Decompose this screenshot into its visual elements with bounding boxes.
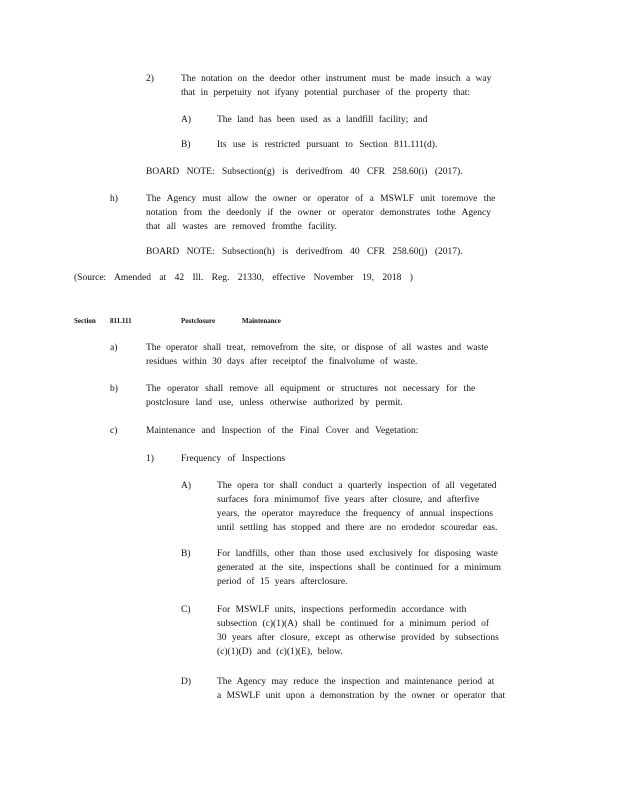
item-2-text (181, 72, 491, 100)
text-line: The notation on the deedor other instrument must be made insuch a way (181, 74, 492, 84)
item-b-text (146, 382, 475, 410)
item-label: B) (181, 140, 191, 150)
text-line: notation from the deedonly if the owner or operator demonstrates tothe Agency (146, 208, 492, 218)
text-line: The land has been used as a landfill facility; and (217, 115, 428, 125)
text-line: surfaces fora minimumof five years after closure, and afterfive (217, 495, 480, 505)
text-line: Maintenance and Inspection of the Final Cover and Vegetation: (146, 426, 419, 436)
text-line: The opera tor shall conduct a quarterly inspection of all vegetated (217, 481, 497, 491)
section-title: Maintenance (242, 317, 281, 325)
item-c-1-b-text (217, 547, 501, 589)
item-c-1-c-text (217, 603, 499, 659)
item-label: B) (181, 549, 191, 559)
item-2-a-text (217, 113, 427, 127)
text-line: The operator shall remove all equipment or structures not necessary for the (146, 384, 476, 394)
section-title: Postclosure (181, 317, 216, 325)
text-line: Its use is restricted pursuant to Section 811.111(d). (217, 140, 438, 150)
item-2-b-text (217, 138, 437, 152)
text-line: BOARD NOTE: Subsection(h) is derivedfrom 40 CFR 258.60(j) (2017). (146, 247, 463, 257)
text-line: BOARD NOTE: Subsection(g) is derivedfrom 40 CFR 258.60(i) (2017). (146, 167, 463, 177)
item-c-1-text (181, 452, 285, 466)
text-line: period of 15 years afterclosure. (217, 577, 348, 587)
text-line: until settling has stopped and there are no erodedor scouredar eas. (217, 523, 498, 533)
text-line: For MSWLF units, inspections performedin accordance with (217, 605, 467, 615)
item-c-text (146, 424, 418, 438)
board-note-g (146, 165, 463, 179)
item-a-text (146, 341, 488, 369)
text-line: postclosure land use, unless otherwise authorized by permit. (146, 398, 403, 408)
section-number: 811.111 (110, 317, 132, 325)
section-label: Section (74, 317, 96, 325)
item-label: C) (181, 605, 191, 615)
text-line: residues within 30 days after receiptof the finalvolume of waste. (146, 357, 418, 367)
text-line: (c)(1)(D) and (c)(1)(E), below. (217, 647, 343, 657)
text-line: For landfills, other than those used exclusively for disposing waste (217, 549, 498, 559)
item-label: A) (181, 481, 192, 491)
text-line: 30 years after closure, except as otherwise provided by subsections (217, 633, 499, 643)
text-line: that in perpetuity not ifyany potential purchaser of the property that: (181, 88, 471, 98)
item-label: a) (110, 343, 118, 353)
item-label: c) (110, 426, 118, 436)
item-label: b) (110, 384, 118, 394)
item-c-1-d-text (217, 675, 505, 703)
text-line: (Source: Amended at 42 Ill. Reg. 21330, effective November 19, 2018 ) (74, 273, 413, 283)
text-line: The operator shall treat, removefrom the site, or dispose of all wastes and waste (146, 343, 489, 353)
text-line: The Agency may reduce the inspection and maintenance period at (217, 677, 495, 687)
item-c-1-a-text (217, 479, 497, 535)
item-label: D) (181, 677, 192, 687)
board-note-h (146, 245, 463, 259)
text-line: that all wastes are removed fromthe facility. (146, 222, 337, 232)
text-line: Frequency of Inspections (181, 454, 286, 464)
text-line: generated at the site, inspections shall be continued for a minimum (217, 563, 502, 573)
text-line: subsection (c)(1)(A) shall be continued for a minimum period of (217, 619, 490, 629)
item-label: h) (110, 194, 118, 204)
item-h-text (146, 192, 495, 234)
item-label: A) (181, 115, 192, 125)
item-label: 1) (146, 454, 154, 464)
text-line: The Agency must allow the owner or operator of a MSWLF unit toremove the (146, 194, 496, 204)
text-line: years, the operator mayreduce the frequency of annual inspections (217, 509, 493, 519)
source-note (74, 271, 413, 285)
item-label: 2) (146, 74, 154, 84)
text-line: a MSWLF unit upon a demonstration by the owner or operator that (217, 691, 506, 701)
